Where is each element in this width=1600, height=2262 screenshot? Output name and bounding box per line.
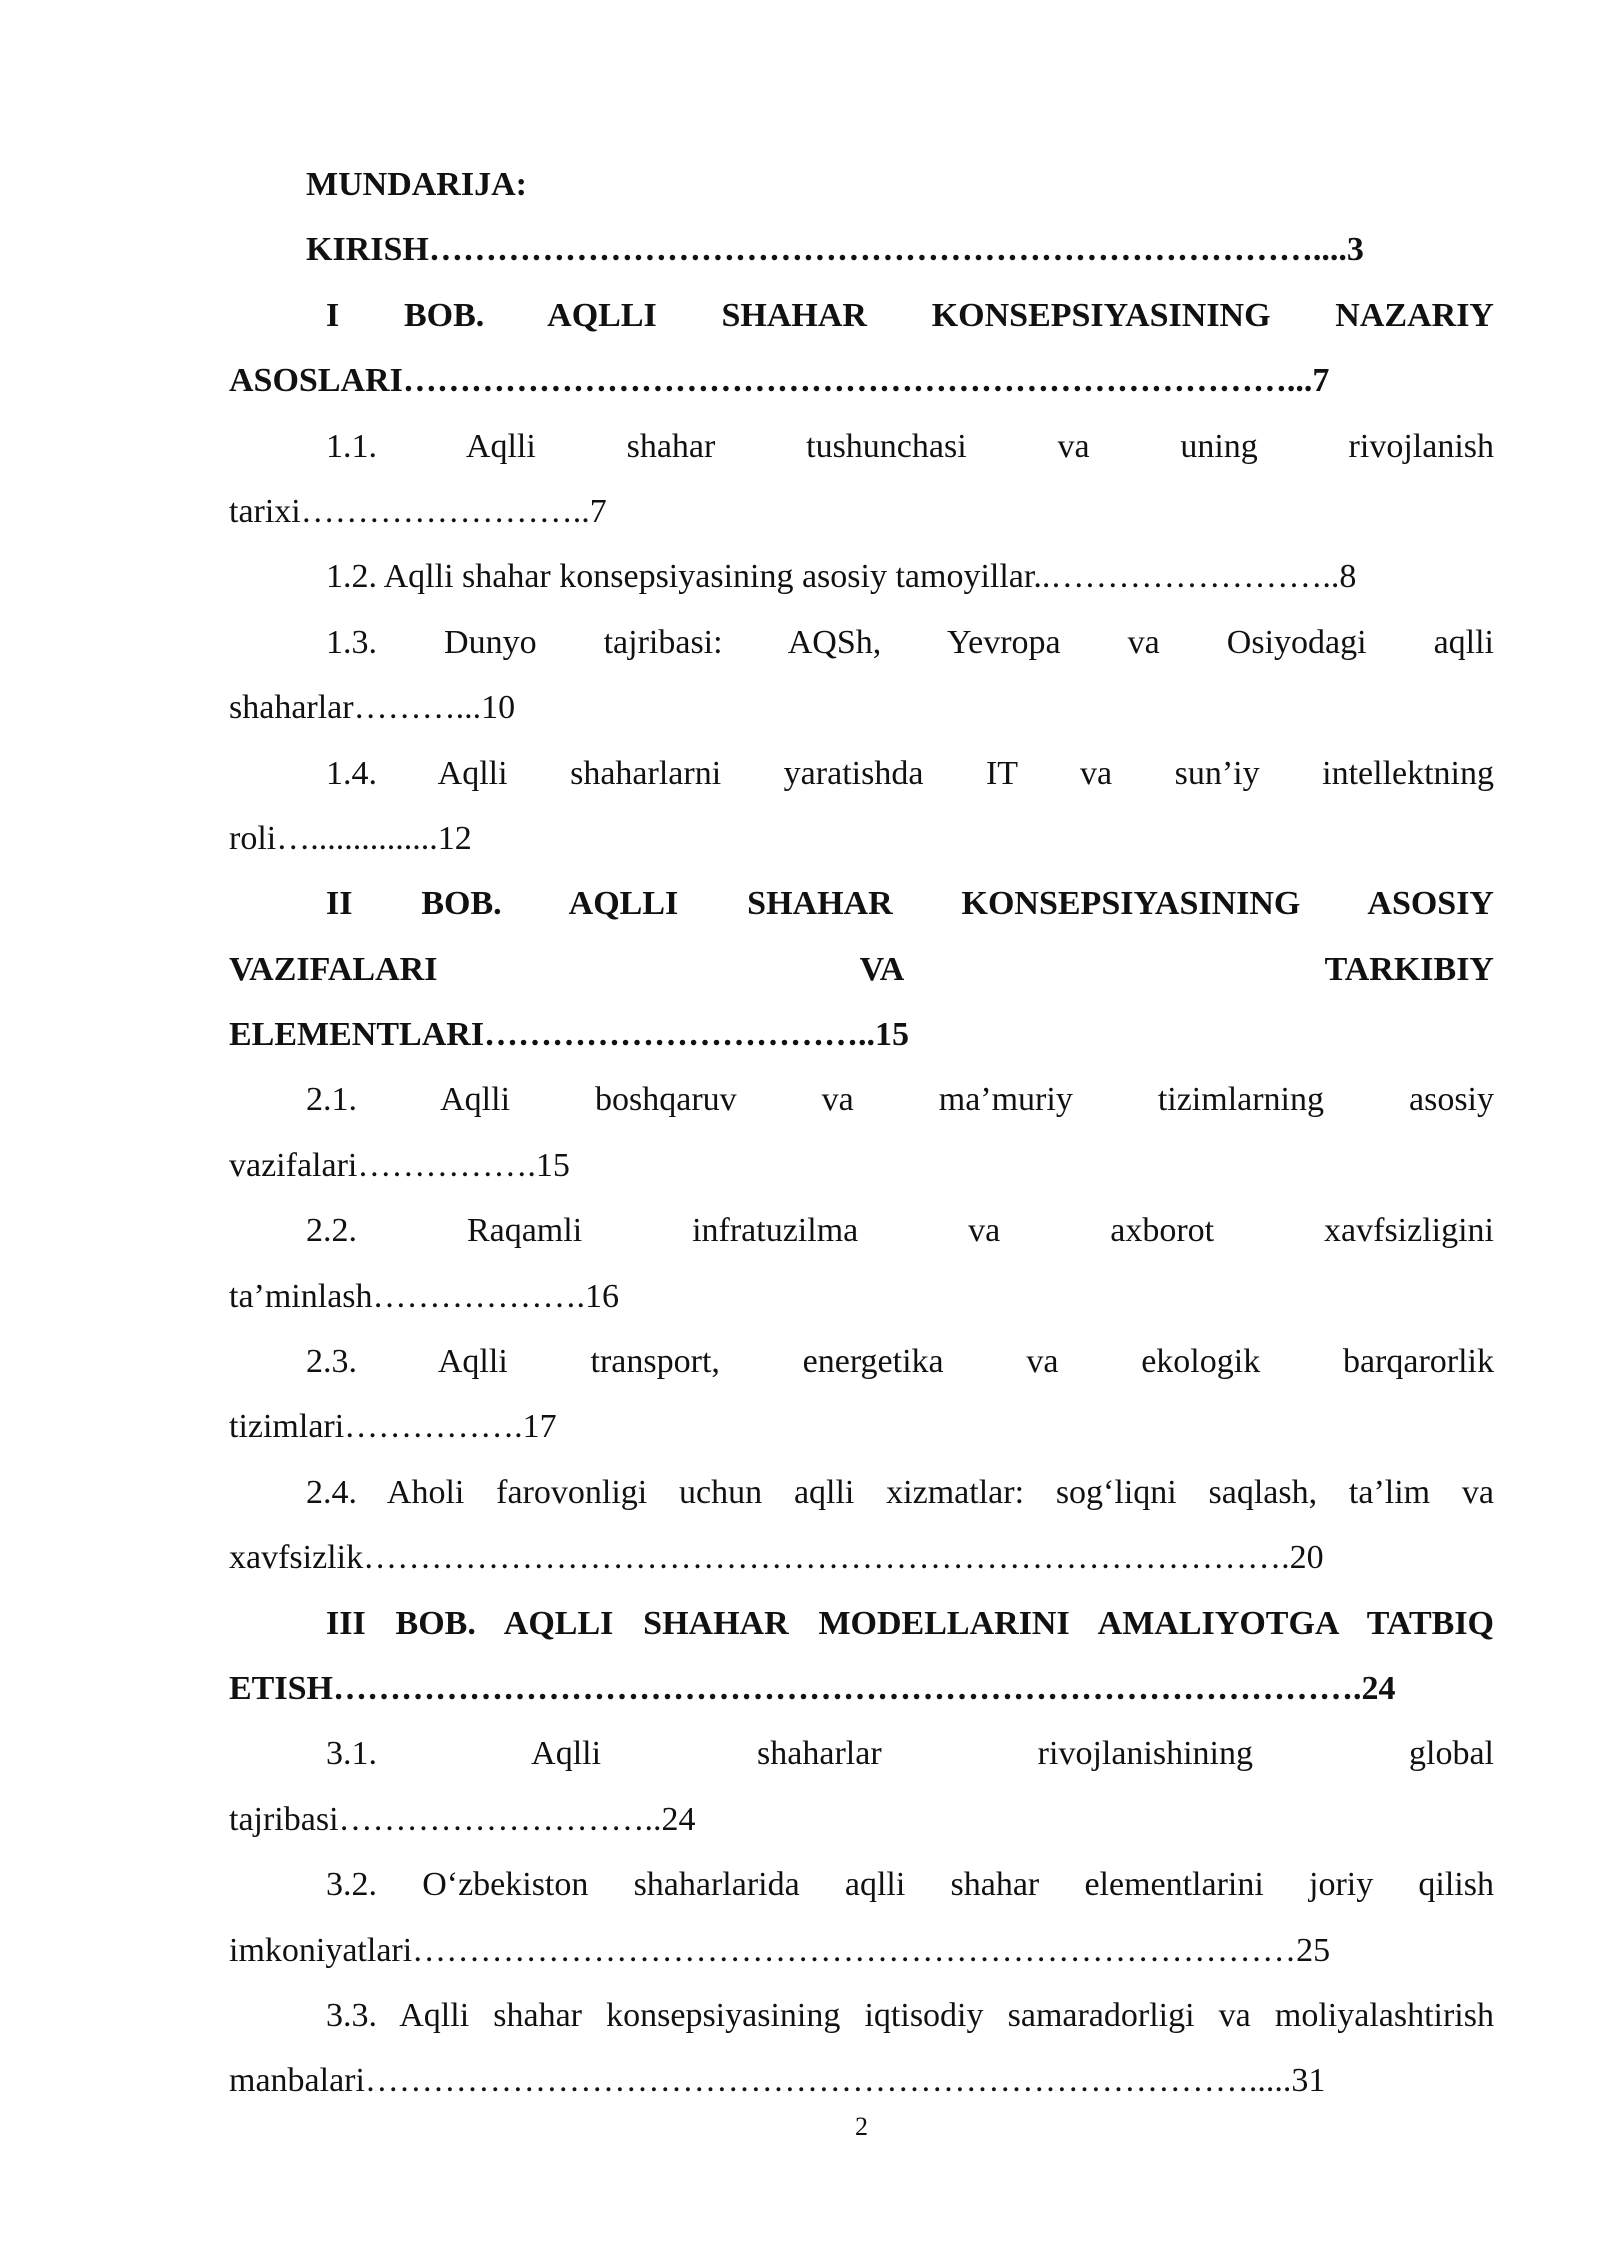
toc-section-1-3: 1.3. Dunyo tajribasi: AQSh, Yevropa va Osiyodagi aqlli xyxy=(326,623,1494,661)
toc-section-3-3-continuation: manbalari…………………………………………………………………….....31 xyxy=(229,2062,1326,2100)
toc-section-2-3-continuation: tizimlari…………….17 xyxy=(229,1408,557,1446)
toc-entry-intro: KIRISH……………………………………………………………………....3 xyxy=(306,231,1364,269)
toc-section-1-1: 1.1. Aqlli shahar tushunchasi va uning rivojlanish xyxy=(326,427,1494,465)
toc-section-2-2: 2.2. Raqamli infratuzilma va axborot xavfsizligini xyxy=(306,1212,1494,1250)
toc-heading: MUNDARIJA: xyxy=(306,166,527,203)
toc-section-2-2-continuation: ta’minlash……………….16 xyxy=(229,1277,620,1315)
toc-chapter-1-title: I BOB. AQLLI SHAHAR KONSEPSIYASINING NAZARIY xyxy=(326,296,1494,334)
toc-chapter-3-title: III BOB. AQLLI SHAHAR MODELLARINI AMALIYOTGA TATBIQ xyxy=(326,1604,1494,1642)
toc-section-3-3: 3.3. Aqlli shahar konsepsiyasining iqtisodiy samaradorligi va moliyalashtirish xyxy=(326,1996,1494,2034)
toc-chapter-1-continuation: ASOSLARI……………………………………………………………………...7 xyxy=(229,362,1330,400)
page-number: 2 xyxy=(855,2112,868,2141)
toc-section-1-1-continuation: tarixi……………………..7 xyxy=(229,492,607,530)
toc-section-1-3-continuation: shaharlar………...10 xyxy=(229,689,516,727)
toc-chapter-2-title: II BOB. AQLLI SHAHAR KONSEPSIYASINING ASOSIY xyxy=(326,885,1494,923)
toc-section-2-1-continuation: vazifalari…………….15 xyxy=(229,1146,570,1184)
toc-section-3-2: 3.2. O‘zbekiston shaharlarida aqlli shahar elementlarini joriy qilish xyxy=(326,1866,1494,1904)
toc-section-3-2-continuation: imkoniyatlari……………………………………………………………………25 xyxy=(229,1931,1331,1969)
toc-section-1-4-continuation: roli…...............12 xyxy=(229,819,472,857)
toc-chapter-3-continuation: ETISH……………………………………………………………………………….24 xyxy=(229,1669,1396,1707)
toc-section-2-1: 2.1. Aqlli boshqaruv va ma’muriy tizimlarning asosiy xyxy=(306,1081,1494,1119)
toc-section-1-2: 1.2. Aqlli shahar konsepsiyasining asosiy tamoyillar..……………………..8 xyxy=(326,558,1357,596)
toc-section-2-4: 2.4. Aholi farovonligi uchun aqlli xizmatlar: sog‘liqni saqlash, ta’lim va xyxy=(306,1473,1494,1511)
toc-section-1-4: 1.4. Aqlli shaharlarni yaratishda IT va sun’iy intellektning xyxy=(326,754,1494,792)
toc-section-2-4-continuation: xavfsizlik……………………………………………………………………….20 xyxy=(229,1539,1324,1577)
toc-chapter-2-continuation: VAZIFALARI VA TARKIBIY xyxy=(229,950,1494,988)
table-of-contents xyxy=(229,152,1494,2114)
toc-chapter-2-continuation-2: ELEMENTLARI……………………………..15 xyxy=(229,1016,910,1054)
toc-section-3-1: 3.1. Aqlli shaharlar rivojlanishining global xyxy=(326,1735,1494,1773)
toc-section-2-3: 2.3. Aqlli transport, energetika va ekologik barqarorlik xyxy=(306,1343,1494,1381)
toc-section-3-1-continuation: tajribasi………………………..24 xyxy=(229,1800,696,1838)
